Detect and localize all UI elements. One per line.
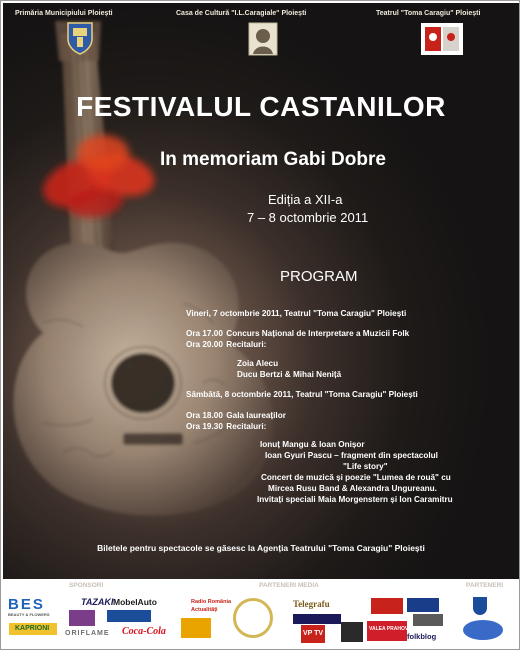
artist-line: Zoia Alecu xyxy=(237,359,279,368)
artist-line: Invitați speciali Maia Morgenstern și Ion Caramitru xyxy=(257,495,453,504)
artist-line: Ionuț Mangu & Ioan Onișor xyxy=(260,440,365,449)
event-time: Ora 18.00 xyxy=(186,411,223,420)
artist-line: Concert de muzică și poezie "Lumea de rouă" cu xyxy=(261,473,451,482)
program-event xyxy=(186,411,286,420)
actualitati-logo: Actualități xyxy=(191,607,218,613)
media-partners-label: PARTENERI MEDIA xyxy=(259,582,319,589)
program-day-2: Sâmbătă, 8 octombrie 2011, Teatrul "Toma Caragiu" Ploiești xyxy=(186,390,418,399)
sponsors-label: SPONSORI xyxy=(69,582,104,589)
partner-caption-culture-house: Casa de Cultură "I.L.Caragiale" Ploiești xyxy=(176,10,307,17)
event-time: Ora 19.30 xyxy=(186,422,223,431)
kaprioni-logo-text: KAPRIONI xyxy=(15,625,50,632)
media-logo-dark xyxy=(341,622,363,642)
program-event xyxy=(186,329,409,338)
program-heading: PROGRAM xyxy=(280,268,358,285)
media-logo-swirl xyxy=(233,598,273,638)
city-crest-icon xyxy=(65,21,95,55)
guitar-body xyxy=(13,243,273,516)
caragiale-portrait-icon xyxy=(248,22,278,56)
bes-logo-text: BES xyxy=(8,596,45,613)
artist-line: Ioan Gyuri Pascu – fragment din spectacolul xyxy=(265,451,438,460)
tickets-note: Biletele pentru spectacole se găsesc la Agenția Teatrului "Toma Caragiu" Ploiești xyxy=(97,543,425,553)
bes-logo-subtext: BEAUTY & FLOWERS xyxy=(8,612,50,617)
sponsor-logo-strip xyxy=(3,592,519,648)
folkblog-logo: folkblog xyxy=(407,632,437,641)
cocacola-logo: Coca-Cola xyxy=(122,626,166,637)
bes-logo xyxy=(8,597,58,619)
kaprioni-logo xyxy=(9,623,57,635)
artist-line: Mircea Rusu Band & Alexandra Ungureanu. xyxy=(268,484,437,493)
guitar-illustration xyxy=(3,3,519,579)
media-logo-gray xyxy=(413,614,443,626)
event-text: Gala laureaților xyxy=(226,411,286,420)
mobelauto-logo: MobelAuto xyxy=(113,597,157,607)
media-logo-blue xyxy=(407,598,439,612)
partner-caption-theatre: Teatrul "Toma Caragiu" Ploiești xyxy=(376,10,481,17)
valea-prahovei-logo xyxy=(367,621,413,641)
event-time: Ora 17.00 xyxy=(186,329,223,338)
artist-line: "Life story" xyxy=(343,462,388,471)
radio-logo-box xyxy=(181,618,211,638)
event-text: Recitaluri: xyxy=(226,422,267,431)
event-text: Recitaluri: xyxy=(226,340,267,349)
partner-caption-city-hall: Primăria Municipiului Ploiești xyxy=(15,10,113,17)
vptv-logo-text: VP TV xyxy=(303,630,324,637)
valea-logo-text: VALEA PRAHOVEI xyxy=(369,626,413,632)
chestnut-leaves xyxy=(37,135,159,221)
artist-line: Ducu Bertzi & Mihai Neniță xyxy=(237,370,342,379)
event-time: Ora 20.00 xyxy=(186,340,223,349)
oriflame-logo: ORIFLAME xyxy=(65,630,110,637)
mobelauto-box xyxy=(107,610,151,622)
oriflame-logo-box xyxy=(69,610,95,626)
poster-background xyxy=(3,3,519,579)
partner-logo xyxy=(463,620,503,640)
event-text: Concurs Național de Interpretare a Muzicii Folk xyxy=(226,329,410,338)
vptv-logo xyxy=(301,625,325,643)
program-day-1: Vineri, 7 octombrie 2011, Teatrul "Toma Caragiu" Ploiești xyxy=(186,309,407,318)
program-event xyxy=(186,422,266,431)
media-logo-box xyxy=(293,614,341,624)
partner-crest-icon xyxy=(473,597,487,615)
festival-edition: Ediția a XII-a xyxy=(268,192,343,207)
program-event xyxy=(186,340,266,349)
media-logo-red xyxy=(371,598,403,614)
telegraf-logo: Telegrafu xyxy=(293,599,330,609)
festival-subtitle: In memoriam Gabi Dobre xyxy=(160,149,386,170)
partners-label: PARTENERI xyxy=(466,582,504,589)
tazaki-logo: TAZAKI xyxy=(81,597,114,607)
radio-romania-logo: Radio România xyxy=(191,599,232,605)
theatre-logo-icon xyxy=(421,23,463,55)
festival-dates: 7 – 8 octombrie 2011 xyxy=(247,210,369,225)
festival-title: FESTIVALUL CASTANILOR xyxy=(76,91,446,122)
